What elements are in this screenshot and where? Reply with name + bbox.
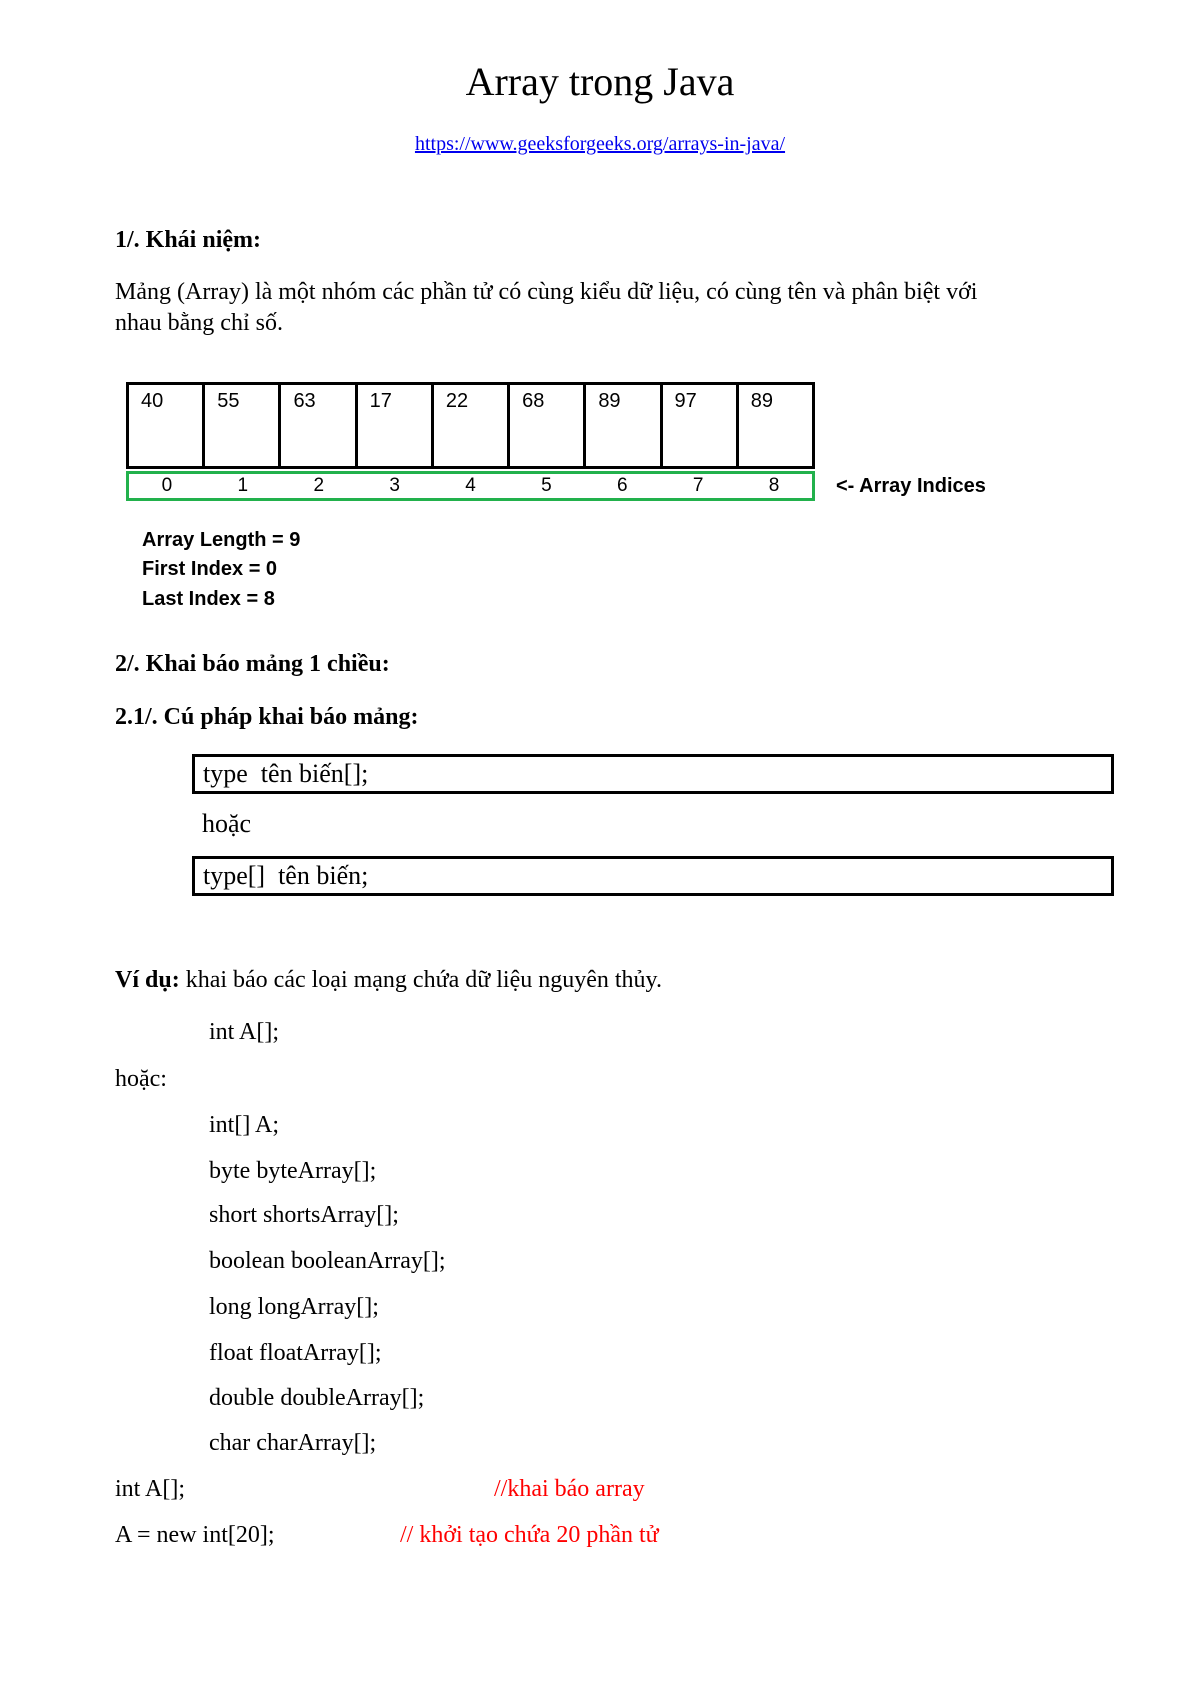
syntax-box-2: type[] tên biến; [192, 856, 1114, 896]
array-index: 0 [161, 475, 173, 496]
section-1-heading: 1/. Khái niệm: [115, 227, 262, 253]
last-index-label: Last Index = 8 [142, 588, 275, 610]
array-cell: 89 [586, 385, 662, 466]
page-title: Array trong Java [465, 59, 735, 104]
array-index: 6 [617, 475, 628, 496]
code-line: boolean booleanArray[]; [209, 1248, 446, 1274]
indices-label: <- Array Indices [836, 475, 986, 497]
array-cell: 17 [358, 385, 434, 466]
code-line: char charArray[]; [209, 1430, 377, 1456]
reference-link[interactable]: https://www.geeksforgeeks.org/arrays-in-java/ [414, 133, 786, 155]
first-index-label: First Index = 0 [142, 558, 278, 580]
array-index: 5 [541, 475, 552, 496]
code-line: int A[]; [209, 1019, 279, 1045]
array-cell: 40 [129, 385, 205, 466]
syntax-box-1: type tên biến[]; [192, 754, 1114, 794]
code-declare: int A[]; [115, 1476, 185, 1502]
code-line: long longArray[]; [209, 1294, 379, 1320]
array-indices-row [126, 471, 815, 501]
or-text: hoặc [202, 809, 252, 838]
code-line: short shortsArray[]; [209, 1202, 399, 1228]
array-index: 1 [237, 475, 249, 496]
array-cell: 89 [750, 390, 773, 412]
code-line: double doubleArray[]; [209, 1385, 425, 1411]
array-index: 3 [389, 475, 400, 496]
code-line: float floatArray[]; [209, 1340, 382, 1366]
example-line [115, 965, 662, 995]
comment-init: // khởi tạo chứa 20 phần tử [400, 1522, 659, 1548]
example-text: khai báo các loại mạng chứa dữ liệu nguyên thủy. [179, 967, 662, 993]
array-cell: 22 [434, 385, 510, 466]
array-index: 8 [768, 475, 780, 496]
array-index: 4 [465, 475, 476, 496]
section-2-heading: 2/. Khai báo mảng 1 chiều: [115, 651, 390, 677]
array-index: 2 [313, 475, 325, 496]
array-cell: 68 [510, 385, 586, 466]
array-values-diagram [126, 382, 815, 469]
definition-line-1: Mảng (Array) là một nhóm các phần tử có cùng kiểu dữ liệu, có cùng tên và phân biệt với [115, 279, 978, 305]
definition-line-2: nhau bằng chỉ số. [115, 310, 283, 336]
array-cell: 63 [281, 385, 357, 466]
array-cell: 97 [663, 385, 739, 466]
example-label: Ví dụ: [115, 967, 180, 993]
array-length-label: Array Length = 9 [142, 529, 301, 551]
comment-declare: //khai báo array [494, 1476, 645, 1502]
code-line: int[] A; [209, 1112, 279, 1138]
array-cell: 55 [205, 385, 281, 466]
section-2-1-heading: 2.1/. Cú pháp khai báo mảng: [115, 704, 419, 730]
array-index: 7 [692, 475, 704, 496]
or-text-2: hoặc: [115, 1066, 167, 1092]
code-line: byte byteArray[]; [209, 1158, 377, 1184]
code-init: A = new int[20]; [115, 1522, 275, 1548]
